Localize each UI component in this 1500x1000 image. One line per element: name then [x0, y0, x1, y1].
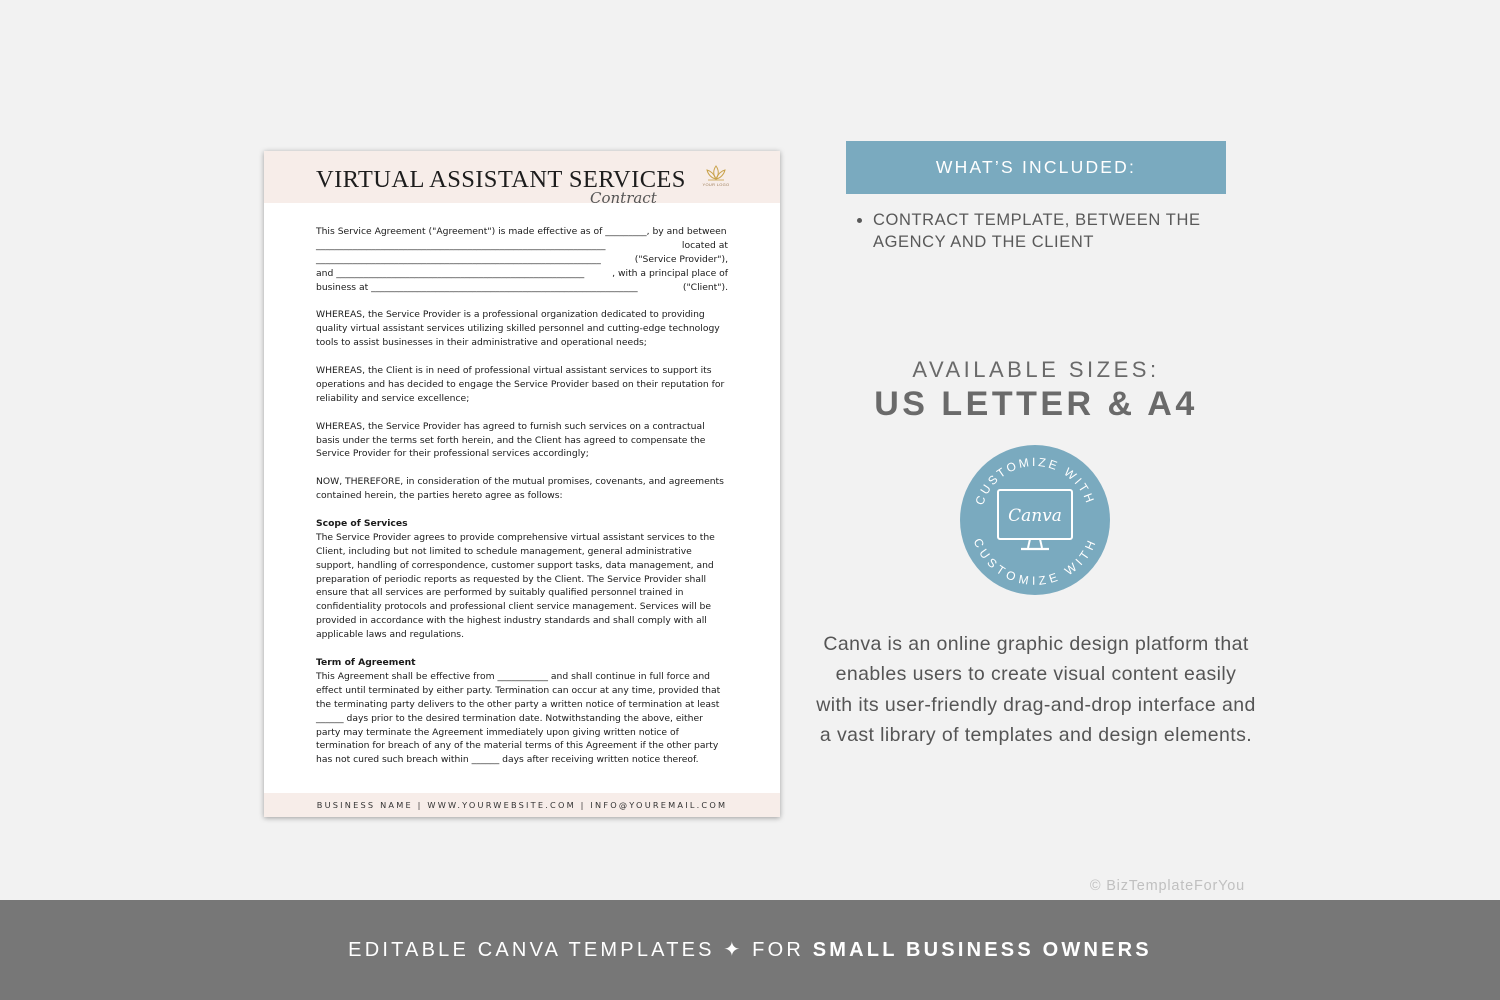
scope-text: The Service Provider agrees to provide comprehensive virtual assistant services to the Client, including but not limited to schedule management, general administrative support, handling of correspondence, customer support tasks, data management, and preparation of periodic reports as requested by the Client. The Service Provider shall ensure that all services are performed by suitably qualified personnel trained in confidentiality protocols and professional client service management. Services will be provided in accordance with the highest industry standards and shall comply with all applicable laws and regulations.: [316, 531, 715, 641]
whereas-paragraph-3: WHEREAS, the Service Provider has agreed to furnish such services on a contractual basis under the terms set forth herein, and the Client has agreed to compensate the Service Provider for their professional services accordingly;: [316, 420, 706, 460]
bottom-banner-bold: SMALL BUSINESS OWNERS: [812, 939, 1152, 961]
lotus-icon: [705, 165, 727, 181]
scope-heading: Scope of Services: [316, 517, 408, 529]
term-text: This Agreement shall be effective from ___________ and shall continue in full force and effect until terminated by either party. Termination can occur at any time, provided that the terminating party delivers to the other party a written notice of termination at least ______ days prior to the desired termination date. Notwithstanding the above, either party may terminate the Agreement immediately upon giving written notice of termination for breach of any of the material terms of this Agreement if the other party has not cured such breach within ______ days after receiving written notice thereof.: [316, 670, 721, 766]
document-subtitle: Contract: [590, 189, 657, 207]
term-heading: Term of Agreement: [316, 657, 416, 668]
included-list: [855, 209, 1203, 253]
document-header: [264, 151, 780, 207]
badge-arc-text-top: CUSTOMIZE WITH: [972, 454, 1098, 507]
term-section: [316, 656, 728, 767]
contract-document-preview: [264, 151, 780, 817]
bottom-banner-regular: EDITABLE CANVA TEMPLATES ✦ FOR: [348, 939, 813, 961]
bottom-banner-text: [0, 900, 1500, 1000]
logo-text: YOUR LOGO: [702, 182, 730, 187]
document-footer: BUSINESS NAME | WWW.YOURWEBSITE.COM | INFO@YOUREMAIL.COM: [264, 793, 780, 817]
whereas-paragraph-2: WHEREAS, the Client is in need of professional virtual assistant services to support its operations and has decided to engage the Service Provider based on their reputation for reliability and service excellence;: [316, 365, 725, 404]
now-therefore-paragraph: NOW, THEREFORE, in consideration of the mutual promises, covenants, and agreements contained herein, the parties hereto agree as follows:: [316, 476, 724, 502]
intro-line: ______________________________________________________________ ("Service Provider"),: [316, 253, 728, 265]
list-item: • CONTRACT TEMPLATE, BETWEEN THE AGENCY AND THE CLIENT: [873, 209, 1203, 253]
badge-arc-text-bottom: CUSTOMIZE WITH: [970, 536, 1100, 588]
intro-line: This Service Agreement ("Agreement") is made effective as of _________, by and between: [316, 226, 727, 237]
scope-section: [316, 517, 728, 642]
intro-paragraph: [316, 225, 728, 295]
customize-with-canva-badge: [959, 444, 1111, 596]
document-title: VIRTUAL ASSISTANT SERVICES: [316, 166, 686, 193]
document-body: [316, 225, 728, 781]
available-sizes-label: AVAILABLE SIZES:: [912, 357, 1160, 382]
available-sizes-value: US LETTER & A4: [874, 385, 1198, 423]
intro-line: _______________________________________________________________ located at: [316, 239, 728, 251]
intro-line: and ______________________________________________________ , with a principal place of: [316, 267, 728, 279]
copyright-text: © BizTemplateForYou: [1089, 878, 1245, 894]
bottom-banner: [0, 900, 1500, 1000]
canva-description: Canva is an online graphic design platform that enables users to create visual content easily with its user-friendly drag-and-drop interface and a vast library of templates and design elements.: [816, 633, 1256, 746]
logo-placeholder: [702, 165, 730, 187]
whereas-paragraph-1: WHEREAS, the Service Provider is a professional organization dedicated to providing quality virtual assistant services utilizing skilled personnel and cutting-edge technology tools to assist businesses in their administrative and operational needs;: [316, 309, 720, 349]
intro-line: business at __________________________________________________________ ("Client").: [316, 281, 728, 293]
whats-included-banner: WHAT’S INCLUDED:: [846, 141, 1226, 194]
canva-wordmark: Canva: [1008, 506, 1062, 526]
